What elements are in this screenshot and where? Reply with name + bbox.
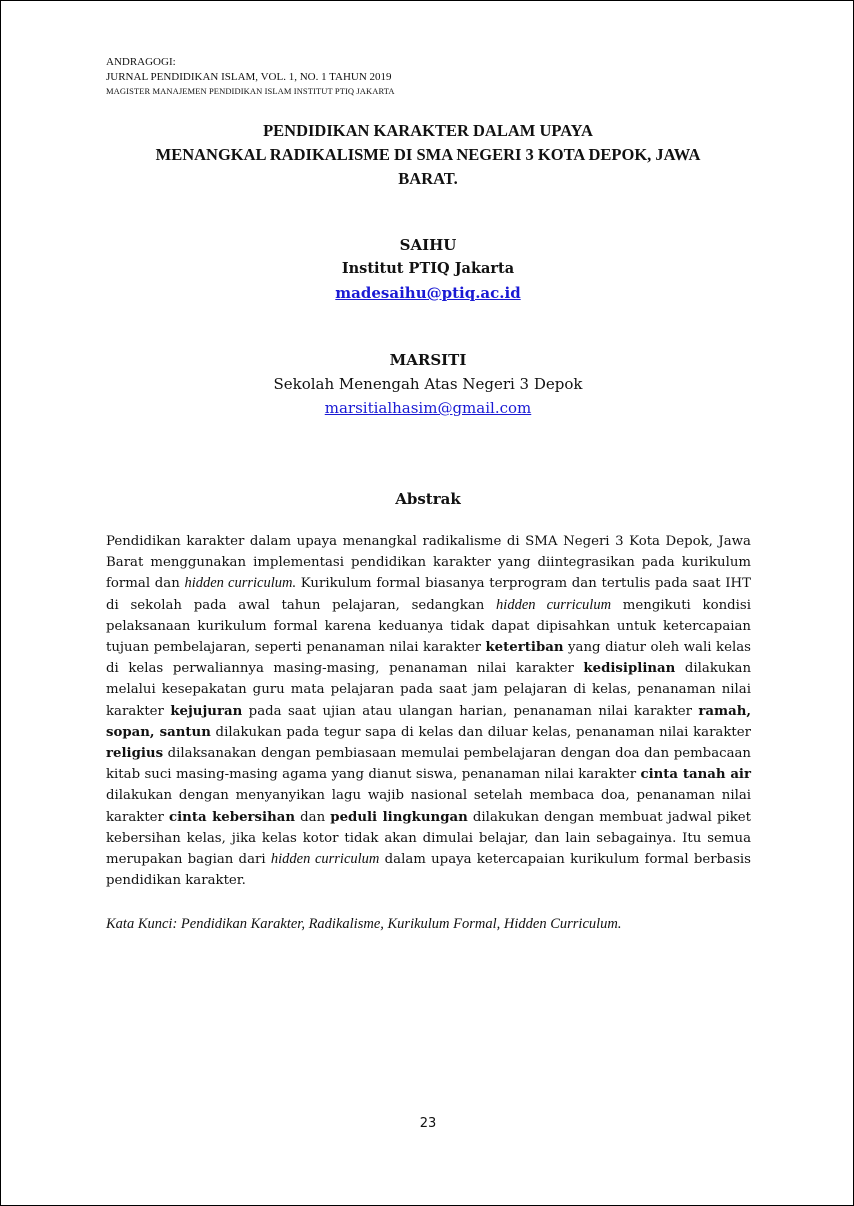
abstract-bold-term: ketertiban: [485, 640, 564, 656]
abstract-italic-term: hidden curriculum.: [184, 575, 297, 592]
author-block-1: [181, 233, 675, 305]
author-name: SAIHU: [399, 236, 457, 254]
abstract-italic-term: hidden curriculum: [270, 851, 380, 868]
abstract-text-run: yang diatur oleh wali kelas di kelas perwaliannya masing-masing, penanaman nilai karakter: [106, 640, 751, 677]
author-name: MARSITI: [389, 351, 467, 369]
abstract-text-run: dalam upaya ketercapaian kurikulum formal berbasis pendidikan karakter.: [106, 852, 751, 889]
abstract-text-run: dan: [295, 809, 331, 825]
paper-title: [121, 119, 735, 191]
title-line-1: PENDIDIKAN KARAKTER DALAM UPAYA: [263, 121, 593, 140]
page-number: 23: [419, 1116, 437, 1131]
journal-name: ANDRAGOGI:: [106, 56, 176, 68]
abstract-text-run: dilakukan pada tegur sapa di kelas dan diluar kelas, penanaman nilai karakter: [210, 724, 751, 740]
abstract-text-run: dilakukan dengan menyanyikan lagu wajib nasional setelah membaca doa, penanaman nilai karakter: [106, 788, 751, 825]
abstract-heading: Abstrak: [395, 490, 461, 508]
author-email-link[interactable]: madesaihu@ptiq.ac.id: [335, 284, 521, 302]
abstract-text-run: mengikuti kondisi pelaksanaan kurikulum formal karena keduanya tidak dapat dipisahkan untuk ketercapaian tujuan pembelajaran, seperti penanaman nilai karakter: [106, 597, 751, 656]
title-line-3: BARAT.: [398, 169, 458, 188]
abstract-bold-term: kedisiplinan: [583, 661, 676, 677]
abstract-text-run: dilaksanakan dengan pembiasaan memulai pembelajaran dengan doa dan pembacaan kitab suci masing-masing agama yang dianut siswa, penanaman nilai karakter: [106, 746, 751, 783]
abstract-bold-term: religius: [106, 746, 164, 762]
abstract-text-run: pada saat ujian atau ulangan harian, penanaman nilai karakter: [242, 703, 699, 719]
abstract-text-run: Pendidikan karakter dalam upaya menangkal radikalisme di SMA Negeri 3 Kota Depok, Jawa Barat menggunakan implementasi pendidikan karakter yang diintegrasikan pada kurikulum formal dan: [106, 534, 751, 592]
author-affiliation: Sekolah Menengah Atas Negeri 3 Depok: [273, 375, 583, 393]
journal-volume: JURNAL PENDIDIKAN ISLAM, VOL. 1, NO. 1 TAHUN 2019: [106, 71, 392, 83]
abstract-italic-term: hidden curriculum: [496, 596, 612, 613]
keywords: Kata Kunci: Pendidikan Karakter, Radikalisme, Kurikulum Formal, Hidden Curriculum.: [106, 916, 622, 932]
title-line-2: MENANGKAL RADIKALISME DI SMA NEGERI 3 KOTA DEPOK, JAWA: [155, 145, 701, 164]
author-affiliation: Institut PTIQ Jakarta: [341, 260, 515, 277]
abstract-text-run: Kurikulum formal biasanya terprogram dan tertulis pada saat IHT di sekolah pada awal tahun pelajaran, sedangkan: [106, 576, 751, 613]
abstract-text-run: dilakukan melalui kesepakatan guru mata pelajaran pada saat jam pelajaran di kelas, penanaman nilai karakter: [106, 661, 752, 719]
journal-publisher: MAGISTER MANAJEMEN PENDIDIKAN ISLAM INSTITUT PTIQ JAKARTA: [106, 86, 395, 96]
abstract-bold-term: cinta tanah air: [640, 767, 751, 783]
journal-header: [106, 55, 746, 97]
abstract-text-run: dilakukan dengan membuat jadwal piket kebersihan kelas, jika kelas kotor tidak akan dimulai belajar, dan lain sebagainya. Itu semua merupakan bagian dari: [106, 809, 752, 868]
abstract-bold-term: kejujuran: [170, 703, 243, 719]
author-email-link[interactable]: marsitialhasim@gmail.com: [324, 399, 532, 417]
abstract-bold-term: ramah, sopan, santun: [106, 703, 751, 740]
abstract-bold-term: peduli lingkungan: [330, 809, 468, 825]
abstract-body: [106, 531, 751, 891]
author-block-2: [181, 348, 675, 420]
abstract-bold-term: cinta kebersihan: [169, 809, 296, 825]
